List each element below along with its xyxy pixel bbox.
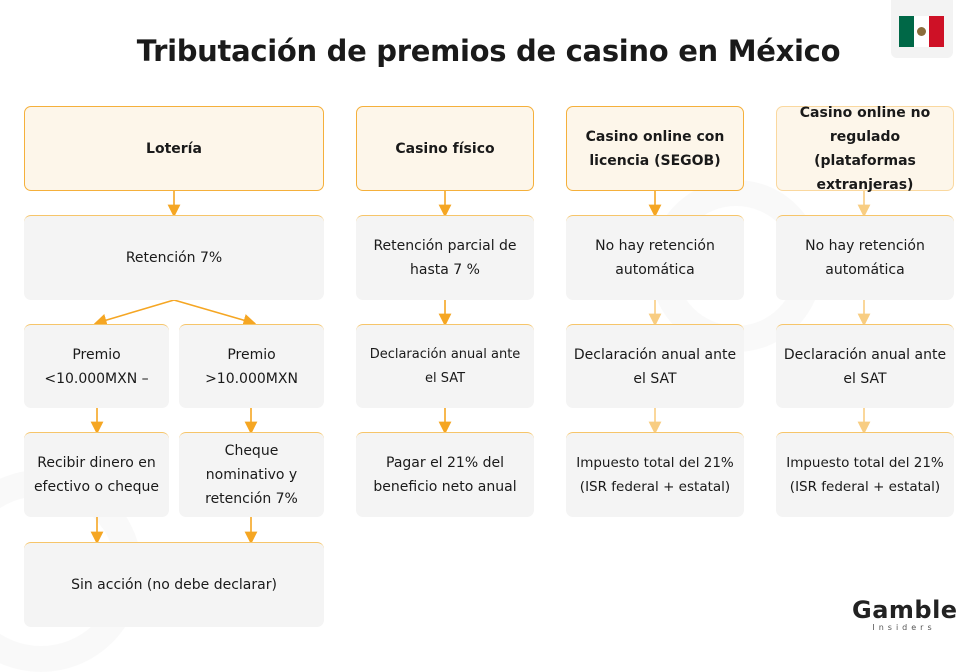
step-fisico-2: Declaración anual ante el SAT — [356, 324, 534, 408]
step-fisico-3: Pagar el 21% del beneficio neto anual — [356, 432, 534, 517]
arrow-lot-left — [100, 300, 174, 322]
outcome-cheque-nominativo: Cheque nominativo y retención 7% — [179, 432, 324, 517]
brand-name: Gamble — [852, 596, 958, 624]
step-segob-2: Declaración anual ante el SAT — [566, 324, 744, 408]
step-segob-1: No hay retención automática — [566, 215, 744, 300]
header-casino-extranjero: Casino online no regulado (plataformas extranjeras) — [776, 106, 954, 191]
step-ext-1: No hay retención automática — [776, 215, 954, 300]
step-ext-3: Impuesto total del 21% (ISR federal + estatal) — [776, 432, 954, 517]
page-title: Tributación de premios de casino en México — [136, 34, 841, 68]
step-fisico-1: Retención parcial de hasta 7 % — [356, 215, 534, 300]
brand-sub: Insiders — [872, 623, 936, 632]
branch-premio-mayor: Premio >10.000MXN — [179, 324, 324, 408]
outcome-efectivo-cheque: Recibir dinero en efectivo o cheque — [24, 432, 169, 517]
brand-logo — [852, 597, 956, 633]
header-loteria: Lotería — [24, 106, 324, 191]
final-sin-accion: Sin acción (no debe declarar) — [24, 542, 324, 627]
arrow-lot-right — [174, 300, 250, 322]
branch-premio-menor: Premio <10.000MXN – — [24, 324, 169, 408]
step-ext-2: Declaración anual ante el SAT — [776, 324, 954, 408]
header-casino-fisico: Casino físico — [356, 106, 534, 191]
step-segob-3: Impuesto total del 21% (ISR federal + estatal) — [566, 432, 744, 517]
step-loteria-retencion: Retención 7% — [24, 215, 324, 300]
header-casino-segob: Casino online con licencia (SEGOB) — [566, 106, 744, 191]
